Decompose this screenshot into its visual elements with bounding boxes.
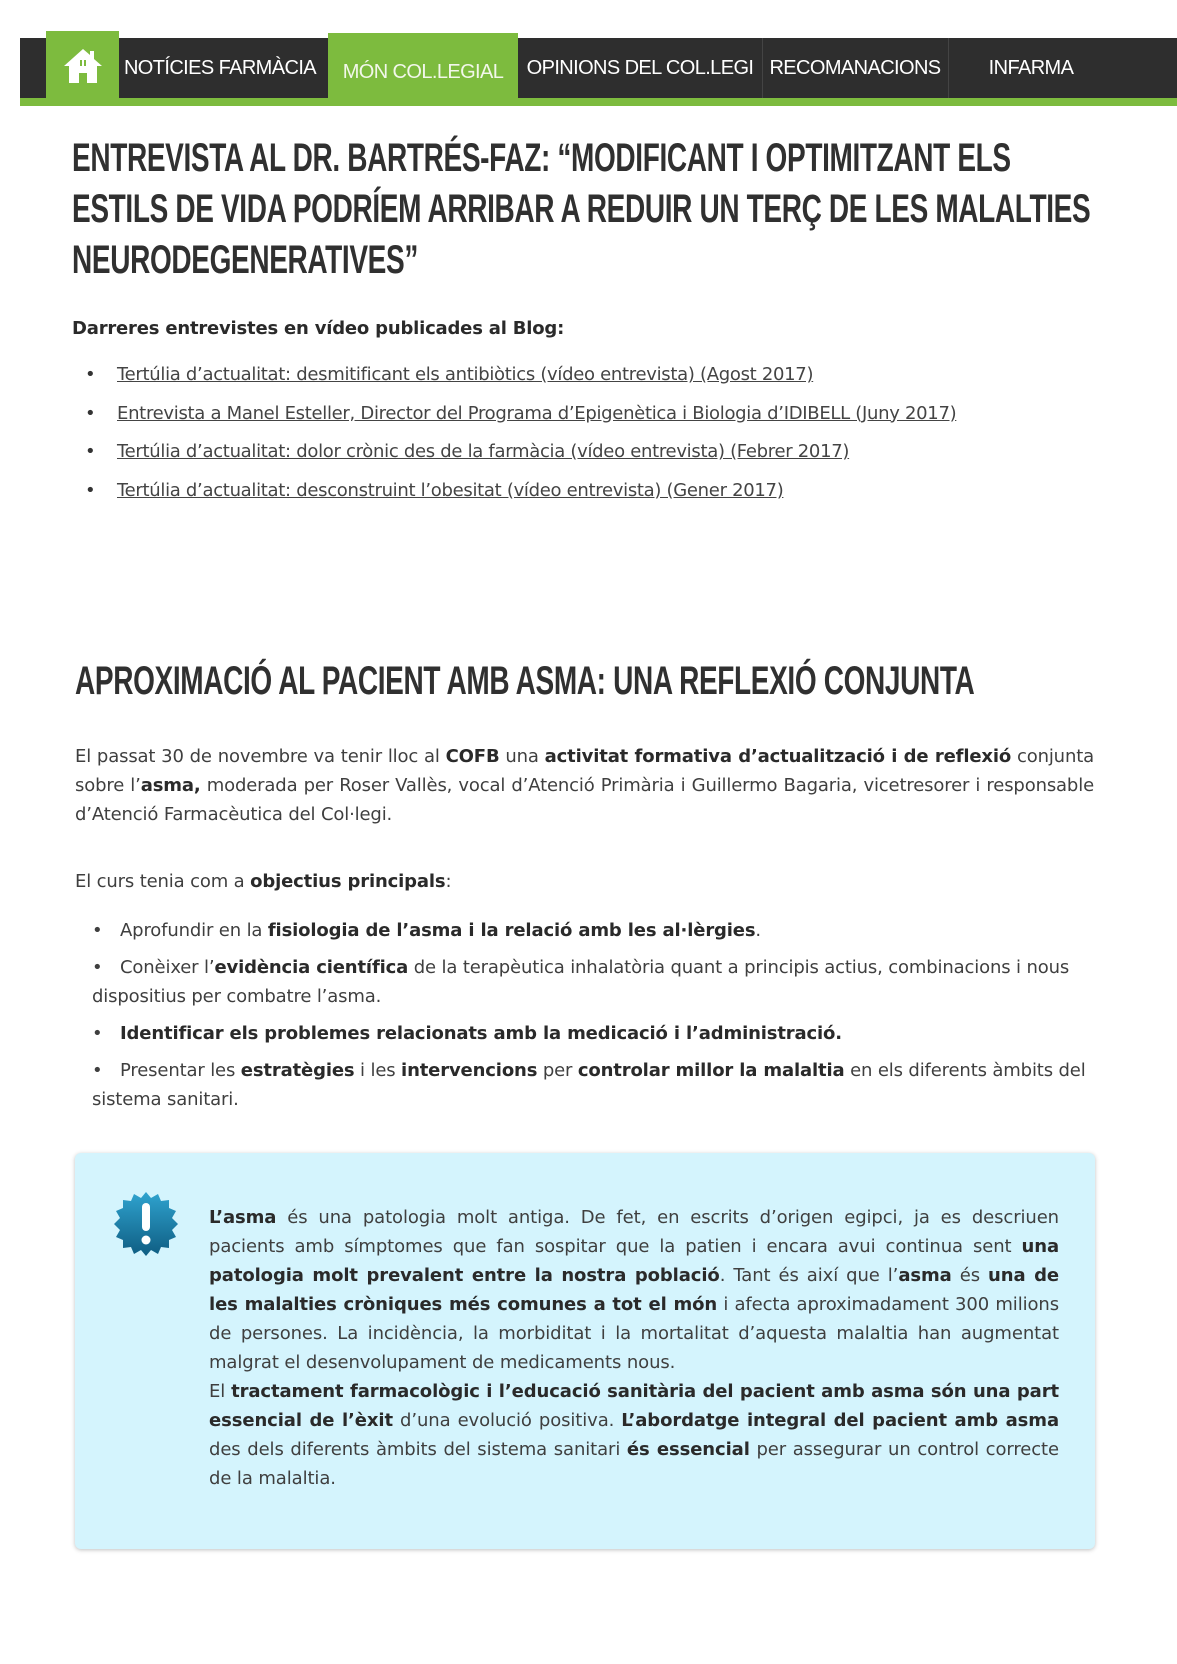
bold-text: L’abordatge integral del pacient amb asma [621,1410,1059,1431]
text: per [537,1060,578,1081]
text: . [755,920,761,941]
text: per assegurar un control correcte de la malaltia. [209,1439,1059,1489]
bold-text: fisiologia de l’asma i la relació amb les al·lèrgies [267,920,756,941]
blog-link[interactable]: Entrevista a Manel Esteller, Director del Programa d’Epigenètica i Biologia d’IDIBELL (Juny 2017) [117,402,957,424]
text: des dels diferents àmbits del sistema sanitari [209,1439,627,1460]
text: i afecta aproximadament 300 milions de persones. La incidència, la morbiditat i la mortalitat d’aquesta malaltia han augmentat malgrat el desenvolupament de medicaments nous. [209,1294,1059,1373]
blog-interviews-label: Darreres entrevistes en vídeo publicades al Blog: [72,318,565,339]
bold-text: intervencions [401,1060,538,1081]
objectives-list [92,916,1092,1122]
bold-text: COFB [445,746,500,767]
bold-text: controlar millor la malaltia [577,1060,845,1081]
article1-title-line: ESTILS DE VIDA PODRÍEM ARRIBAR A REDUIR UN TERÇ DE LES MALALTIES [72,187,1091,231]
nav-item-recomanacions[interactable]: RECOMANACIONS [769,56,941,79]
blog-interviews-list [85,364,956,518]
text: El passat 30 de novembre va tenir lloc al [75,746,446,767]
home-button[interactable] [46,31,119,106]
text: és [951,1265,989,1286]
article1-title [72,133,1090,286]
bold-text: una patologia molt prevalent entre la nostra població [209,1236,1059,1286]
bold-text: objectius principals [250,871,446,892]
bold-text: Identificar els problemes relacionats amb la medicació i l’administració. [120,1023,842,1044]
text: El curs tenia com a [75,871,251,892]
list-item [85,480,956,519]
article1-title-line: NEURODEGENERATIVES” [72,238,418,282]
text: . Tant és així que l’ [719,1265,899,1286]
objective-item: • Identificar els problemes relacionats amb la medicació i l’administració. [92,1023,842,1044]
objectives-intro [75,867,1075,896]
list-item [85,364,956,403]
blog-link[interactable]: Tertúlia d’actualitat: dolor crònic des de la farmàcia (vídeo entrevista) (Febrer 2017) [117,441,850,462]
callout-paragraph-2 [209,1377,1059,1493]
objective-item: • Presentar les estratègies i les intervencions per controlar millor la malaltia en els diferents àmbits del sistema sanitari. [92,1060,1086,1110]
callout-text [209,1203,1059,1493]
nav-accent-stripe [20,98,1177,106]
text: Presentar les [120,1060,241,1081]
bold-text: estratègies [240,1060,355,1081]
blog-link[interactable]: Tertúlia d’actualitat: desmitificant els antibiòtics (vídeo entrevista) (Agost 2017) [117,364,814,385]
nav-item-noticies-farmacia[interactable]: NOTÍCIES FARMÀCIA [123,56,317,79]
home-icon [62,47,104,85]
bold-text: és essencial [626,1439,750,1460]
text: : [445,871,452,892]
text: Aprofundir en la [120,920,268,941]
text: una [499,746,545,767]
text: és una patologia molt antiga. De fet, en escrits d’origen egipci, ja es descriuen pacients amb símptomes que fan sospitar que la patien i encara avui continua sent [209,1207,1059,1257]
article2-title: APROXIMACIÓ AL PACIENT AMB ASMA: UNA REFLEXIÓ CONJUNTA [75,659,975,703]
bold-text: evidència científica [214,957,409,978]
bold-text: L’asma [209,1207,277,1228]
article1-title-line: ENTREVISTA AL DR. BARTRÉS-FAZ: “MODIFICANT I OPTIMITZANT ELS [72,136,1011,180]
text: El [209,1381,232,1402]
list-item [85,403,956,442]
nav-item-infarma[interactable]: INFARMA [988,56,1074,79]
bold-text: tractament farmacològic i l’educació sanitària del pacient amb asma són una part essencial de l’èxit [209,1381,1060,1431]
bold-text: una de les malalties cròniques més comunes a tot el món [209,1265,1059,1315]
list-item [85,441,956,480]
blog-link[interactable]: Tertúlia d’actualitat: desconstruint l’obesitat (vídeo entrevista) (Gener 2017) [117,479,784,501]
text: de la terapèutica inhalatòria quant a principis actius, combinacions i nous dispositius per combatre l’asma. [92,957,1070,1007]
text: d’una evolució positiva. [392,1410,622,1431]
objective-item: • Aprofundir en la fisiologia de l’asma i la relació amb les al·lèrgies. [92,920,761,941]
objective-item: • Conèixer l’evidència científica de la terapèutica inhalatòria quant a principis actius, combinacions i nous dispositius per combatre l’asma. [92,957,1070,1007]
callout-paragraph-1 [209,1203,1059,1377]
article2-intro-paragraph [75,742,1094,829]
bold-text: activitat formativa d’actualització i de reflexió [544,746,1012,767]
text: en els diferents àmbits del sistema sanitari. [92,1060,1086,1110]
bold-text: asma, [140,775,201,796]
nav-item-opinions-del-collegi[interactable]: OPINIONS DEL COL.LEGI [526,56,754,79]
exclamation-badge-icon [112,1190,180,1258]
text: moderada per Roser Vallès, vocal d’Atenció Primària i Guillermo Bagaria, vicetresorer i responsable d’Atenció Farmacèutica del Col·legi. [75,775,1094,825]
text: Conèixer l’ [120,957,215,978]
text: i les [354,1060,402,1081]
text: conjunta sobre l’ [75,746,1094,796]
nav-item-mon-collegial[interactable]: MÓN COL.LEGIAL [328,33,518,106]
bold-text: asma [898,1265,952,1286]
